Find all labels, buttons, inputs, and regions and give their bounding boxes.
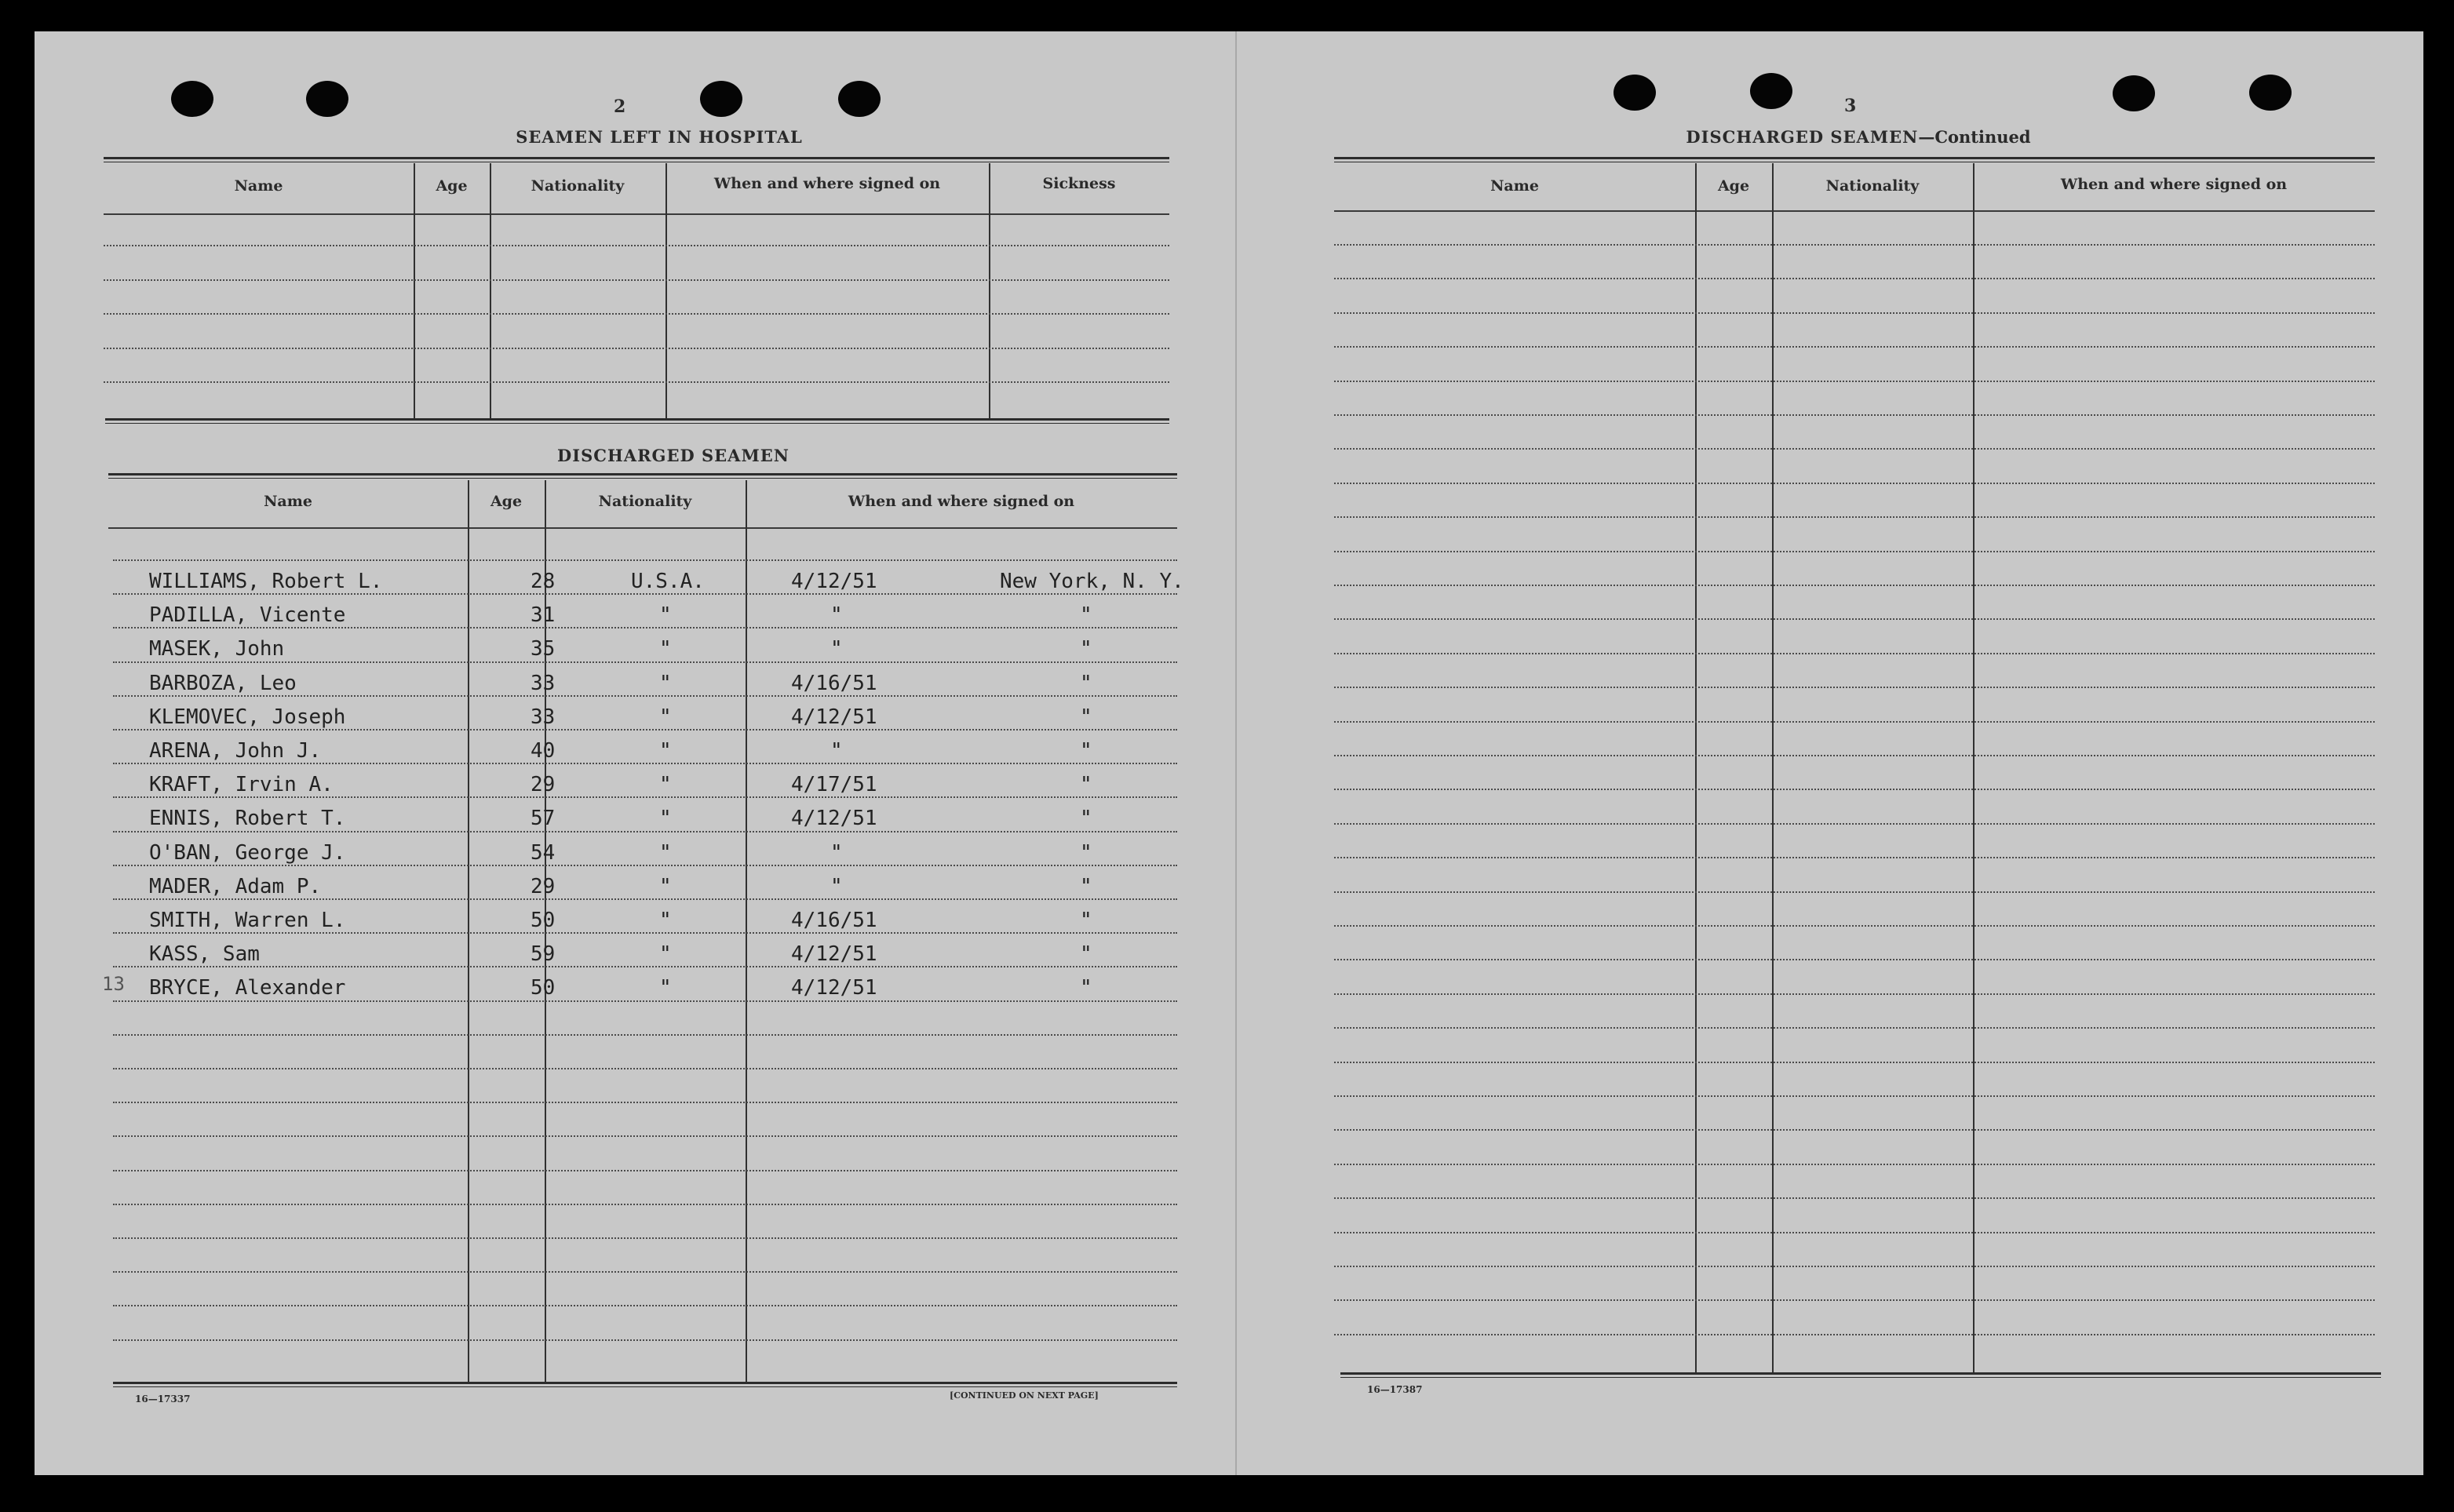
ruling-line [113, 1339, 1177, 1341]
seaman-age: 54 [531, 840, 556, 865]
hospital-header-signed-on: When and where signed on [713, 175, 941, 192]
ruling-line [104, 381, 1169, 383]
ruling-line [1334, 925, 2375, 927]
signed-on-date: 4/12/51 [791, 942, 877, 967]
signed-on-date: 4/12/51 [791, 976, 877, 1000]
ruling-line [1334, 516, 2375, 518]
seaman-nationality: " [659, 705, 672, 729]
ruling-line [1334, 346, 2375, 348]
punch-hole [2249, 75, 2292, 111]
ruling-line [1334, 278, 2375, 279]
signed-on-place: " [1080, 807, 1092, 831]
ruling-line [1334, 1062, 2375, 1063]
seaman-name: WILLIAMS, Robert L. [149, 570, 383, 593]
seaman-age: 31 [531, 603, 556, 628]
ruling-line [1334, 244, 2375, 246]
ruling-line [1334, 789, 2375, 790]
page-number: 2 [614, 97, 626, 117]
hospital-header-nationality: Nationality [531, 177, 625, 195]
seaman-name: KRAFT, Irvin A. [149, 773, 334, 797]
seaman-nationality: " [659, 840, 672, 865]
discharged-top-rule [108, 473, 1177, 479]
ruling-line [1334, 857, 2375, 858]
seaman-nationality: " [659, 671, 672, 695]
ruling-line [1334, 483, 2375, 484]
hospital-header-sickness: Sickness [1042, 175, 1116, 192]
signed-on-date: " [830, 603, 843, 628]
seaman-age: 29 [531, 874, 556, 898]
seaman-nationality: " [659, 909, 672, 932]
ruling-line [113, 1102, 1177, 1103]
signed-on-place: " [1080, 840, 1092, 865]
seaman-age: 28 [531, 570, 556, 593]
signed-on-place: " [1080, 739, 1092, 763]
discharged-header-signed-on: When and where signed on [848, 493, 1075, 510]
ruling-line [1334, 381, 2375, 382]
seaman-age: 57 [531, 807, 556, 831]
seaman-name: SMITH, Warren L. [149, 909, 346, 932]
signed-on-place: " [1080, 909, 1092, 932]
signed-on-place: " [1080, 874, 1092, 898]
ruling-line [1334, 993, 2375, 995]
ruling-line [1334, 1232, 2375, 1233]
hospital-top-rule [104, 157, 1169, 162]
left-page [35, 31, 1235, 1475]
ruling-line [113, 898, 1177, 900]
ruling-line [1334, 1334, 2375, 1335]
seaman-nationality: " [659, 603, 672, 628]
ruling-line [113, 1068, 1177, 1069]
seaman-name: MASEK, John [149, 637, 285, 661]
signed-on-date: 4/12/51 [791, 570, 877, 593]
ruling-line [1334, 653, 2375, 654]
ruling-line [1334, 1299, 2375, 1301]
signed-on-place: " [1080, 773, 1092, 797]
ruling-line [113, 1135, 1177, 1137]
punch-hole [171, 81, 213, 117]
ruling-line [113, 729, 1177, 730]
ruling-line [113, 1271, 1177, 1273]
seaman-age: 50 [531, 976, 556, 1000]
ruling-line [113, 661, 1177, 663]
ruling-line [1334, 1266, 2375, 1267]
continued-header-nationality: Nationality [1825, 177, 1920, 195]
seaman-name: ENNIS, Robert T. [149, 807, 346, 831]
signed-on-date: " [830, 840, 843, 865]
seaman-age: 29 [531, 773, 556, 797]
ruling-line [1334, 1197, 2375, 1199]
ruling-line [1334, 687, 2375, 688]
punch-hole [838, 81, 881, 117]
margin-note: 13 [102, 973, 125, 995]
signed-on-date: " [830, 637, 843, 661]
continued-header-signed-on: When and where signed on [2060, 176, 2288, 193]
ruling-line [1334, 891, 2375, 893]
seaman-name: BRYCE, Alexander [149, 976, 346, 1000]
ruling-line [113, 796, 1177, 798]
ruling-line [1334, 618, 2375, 620]
signed-on-date: " [830, 874, 843, 898]
ruling-line [1334, 312, 2375, 314]
ruling-line [1334, 551, 2375, 552]
punch-hole [700, 81, 742, 117]
form-number: 16—17387 [1367, 1384, 1423, 1395]
ruling-line [113, 1170, 1177, 1171]
seaman-nationality: " [659, 874, 672, 898]
signed-on-place: " [1080, 603, 1092, 628]
discharged-continued-title: DISCHARGED SEAMEN—Continued [1686, 127, 2031, 147]
ruling-line [113, 559, 1177, 561]
seaman-nationality: " [659, 773, 672, 797]
continued-header-age: Age [1717, 177, 1750, 195]
seaman-name: O'BAN, George J. [149, 840, 346, 865]
discharged-header-nationality: Nationality [598, 493, 692, 510]
seaman-name: ARENA, John J. [149, 739, 322, 763]
signed-on-date: 4/12/51 [791, 705, 877, 729]
ruling-line [113, 1000, 1177, 1002]
hospital-header-name: Name [234, 177, 283, 195]
seaman-name: MADER, Adam P. [149, 874, 322, 898]
discharged-section-title: DISCHARGED SEAMEN [557, 446, 789, 465]
ruling-line [1334, 721, 2375, 723]
ruling-line [113, 932, 1177, 934]
ruling-line [1334, 755, 2375, 756]
discharged-header-age: Age [490, 493, 523, 510]
ruling-line [113, 831, 1177, 833]
seaman-age: 50 [531, 909, 556, 932]
continued-note: [CONTINUED ON NEXT PAGE] [950, 1390, 1099, 1401]
ruling-line [113, 695, 1177, 697]
ruling-line [113, 763, 1177, 764]
ruling-line [1334, 1164, 2375, 1165]
discharged-bottom-rule [113, 1382, 1177, 1387]
signed-on-date: 4/17/51 [791, 773, 877, 797]
seaman-name: KLEMOVEC, Joseph [149, 705, 346, 729]
ruling-line [113, 865, 1177, 866]
punch-hole [306, 81, 348, 117]
seaman-age: 33 [531, 705, 556, 729]
ruling-line [104, 279, 1169, 281]
signed-on-date: " [830, 739, 843, 763]
ruling-line [1334, 448, 2375, 450]
seaman-nationality: U.S.A. [631, 570, 705, 593]
continued-bottom-rule [1340, 1372, 2381, 1378]
seaman-name: BARBOZA, Leo [149, 671, 297, 695]
hospital-section-title: SEAMEN LEFT IN HOSPITAL [516, 127, 803, 147]
signed-on-place: " [1080, 637, 1092, 661]
ruling-line [113, 1204, 1177, 1205]
seaman-nationality: " [659, 637, 672, 661]
signed-on-date: 4/16/51 [791, 909, 877, 932]
signed-on-date: 4/16/51 [791, 671, 877, 695]
ruling-line [1334, 1129, 2375, 1131]
right-page [1235, 31, 2425, 1475]
ruling-line [104, 245, 1169, 246]
signed-on-place: New York, N. Y. [1000, 570, 1184, 593]
ruling-line [113, 1034, 1177, 1036]
continued-header-name: Name [1490, 177, 1539, 195]
ruling-line [113, 627, 1177, 628]
seaman-name: KASS, Sam [149, 942, 260, 967]
punch-hole [2113, 75, 2155, 111]
signed-on-date: 4/12/51 [791, 807, 877, 831]
form-number: 16—17337 [135, 1394, 191, 1405]
ruling-line [1334, 585, 2375, 586]
seaman-nationality: " [659, 807, 672, 831]
hospital-bottom-rule [105, 418, 1169, 424]
signed-on-place: " [1080, 671, 1092, 695]
seaman-name: PADILLA, Vicente [149, 603, 346, 628]
seaman-nationality: " [659, 942, 672, 967]
ruling-line [1334, 959, 2375, 960]
seaman-nationality: " [659, 739, 672, 763]
punch-hole [1614, 75, 1656, 111]
ruling-line [1334, 1027, 2375, 1029]
signed-on-place: " [1080, 705, 1092, 729]
ruling-line [104, 313, 1169, 315]
ruling-line [113, 593, 1177, 595]
punch-hole [1750, 73, 1792, 109]
ledger-sheet [35, 31, 2423, 1475]
continued-top-rule [1334, 157, 2375, 162]
seaman-age: 40 [531, 739, 556, 763]
seaman-age: 33 [531, 671, 556, 695]
ruling-line [104, 348, 1169, 349]
seaman-age: 35 [531, 637, 556, 661]
ruling-line [113, 1237, 1177, 1239]
discharged-header-name: Name [264, 493, 312, 510]
signed-on-place: " [1080, 976, 1092, 1000]
ruling-line [113, 966, 1177, 967]
page-number: 3 [1844, 96, 1857, 116]
signed-on-place: " [1080, 942, 1092, 967]
hospital-header-age: Age [436, 177, 468, 195]
seaman-age: 59 [531, 942, 556, 967]
ruling-line [1334, 414, 2375, 416]
ruling-line [113, 1305, 1177, 1306]
seaman-nationality: " [659, 976, 672, 1000]
ruling-line [1334, 1095, 2375, 1097]
ruling-line [1334, 823, 2375, 825]
